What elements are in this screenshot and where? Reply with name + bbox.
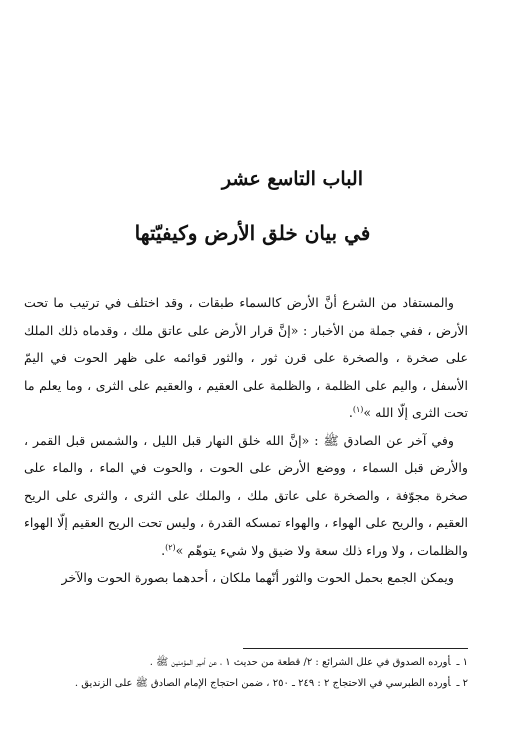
footnote-number: ١ ـ [456,657,468,668]
chapter-heading: الباب التاسع عشر [221,168,363,190]
paragraph-tail: . [161,542,166,558]
chapter-title: في بيان خلق الأرض وكيفيّتها [134,221,371,245]
paragraph-text: وفي آخر عن الصادق ﷺ : «إنَّ الله خلق النهار قبل الليل ، والشمس قبل القمر ، والأرض قبل السماء ، ووضع الأرض على الحوت ، والحوت في الماء ، والماء على صخرة مجوّفة ، والصخرة على عاتق ملك ، والملك على الثرى ، والثرى على الريح العقيم ، والريح على الهواء ، والهواء تمسكه القدرة ، وليس تحت الريح العقيم إلّا الهواء والظلمات ، ولا وراء ذلك سعة ولا ضيق ولا شيء يتوهّم » [24,432,468,558]
body-text [24,289,468,592]
body-paragraph [24,289,468,427]
paragraph-text: ويمكن الجمع بحمل الحوت والثور أنّهما ملكان ، أحدهما بصورة الحوت والآخر [61,570,454,585]
footnote [24,652,468,673]
body-paragraph [24,427,468,565]
footnote-divider [243,648,468,649]
footnote-ref: (١) [352,404,364,414]
footnote-text: أورده الصدوق في علل الشرائع : ٢/ قطعة من حديث ١ ، عن أمير المؤمنين ﷺ . [149,657,451,668]
paragraph-text: والمستفاد من الشرع أنَّ الأرض كالسماء طبقات ، وقد اختلف في ترتيب ما تحت الأرض ، ففي جملة من الأخبار : «إنَّ قرار الأرض على عاتق ملك ، وقدماه ذلك الملك على صخرة ، والصخرة على قرن ثور ، والثور قوائمه على ظهر الحوت في اليمّ الأسفل ، واليم على الظلمة ، والظلمة على العقيم ، والعقيم على الثرى ، وما يعلم ما تحت الثرى إلّا الله » [24,295,468,420]
footnote-text: أورده الطبرسي في الاحتجاج ٢ : ٢٤٩ ـ ٢٥٠ ، ضمن احتجاج الإمام الصادق ﷺ على الزنديق . [74,678,451,689]
footnotes [24,652,468,694]
body-paragraph [24,564,468,592]
footnote-number: ٢ ـ [456,678,468,689]
paragraph-tail: . [348,405,353,420]
footnote [24,673,468,694]
footnote-ref: (٢) [165,542,176,552]
